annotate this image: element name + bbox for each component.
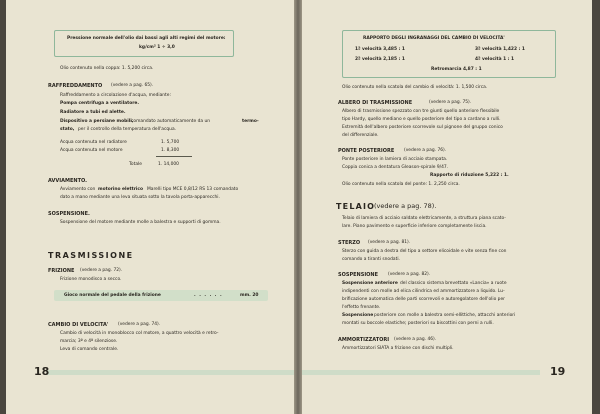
footer-band-right <box>302 370 540 375</box>
water-engine-label: Acqua contenuta nel motore <box>60 148 123 153</box>
susp-rear: Sospensione <box>342 313 374 318</box>
oil-capacity: Olio contenuto nella coppa: 1. 5,200 circa. <box>60 66 154 71</box>
steering-title: STERZO <box>338 240 361 246</box>
water-radiator-value: 1. 5,700 <box>161 140 180 145</box>
susp-ref: (vedere a pag. 82). <box>388 272 431 277</box>
steering-ref: (vedere a pag. 81). <box>368 240 411 245</box>
pedal-dots: . . . . . . <box>194 293 223 298</box>
sum-rule <box>156 156 192 157</box>
gear-ratio-box <box>342 30 556 78</box>
susp-line6: montati su boccole elastiche; posteriori su biscottini con perni a rulli. <box>342 321 494 326</box>
oil-pressure-value: kg/cm² 1 ÷ 3,0 <box>139 45 175 50</box>
gear-reverse: Retromarcia 4,87 : 1 <box>431 67 482 72</box>
water-total-label: Totale <box>129 162 142 167</box>
gear-3: 3ª velocità 1,422 : 1 <box>475 47 525 52</box>
gear-ratio-title: RAPPORTO DEGLI INGRANAGGI DEL CAMBIO DI VELOCITA' <box>363 36 505 41</box>
cooling-radiator: Radiatore a tubi ed alette. <box>60 110 126 115</box>
rear-axle-title: PONTE POSTERIORE <box>338 148 395 154</box>
gutter <box>294 0 302 414</box>
shaft-line1: Albero di trasmissione spezzato con tre giunti quello anteriore flessibile <box>342 109 500 114</box>
frame-line1: Telaio di lamiera di acciaio saldato elettricamente, a struttura piana scato- <box>342 216 506 221</box>
page-number-left: 18 <box>34 365 50 378</box>
right-page <box>302 0 592 414</box>
ignition-title: AVVIAMENTO. <box>48 178 88 184</box>
gear-2: 2ª velocità 2,185 : 1 <box>355 57 405 62</box>
gearbox-oil: Olio contenuto nella scatola del cambio di velocità: 1. 1,500 circa. <box>342 85 488 90</box>
steering-line2: comando a tiranti snodati. <box>342 257 400 262</box>
shocks-title: AMMORTIZZATORI <box>338 337 390 343</box>
page-number-right: 19 <box>550 365 566 378</box>
rear-axle-line2: Coppia conica a dentatura Gleason-spirale 9/47. <box>342 165 449 170</box>
susp-front: Sospensione anteriore <box>342 281 398 286</box>
pedal-value: mm. 20 <box>240 293 259 298</box>
shaft-line2: tipo Hardy, quello mediano e quello posteriore del tipo a cardano a rulli. <box>342 117 501 122</box>
frame-line2: lare. Piano pavimento e superficie inferiore completamente liscia. <box>342 224 487 229</box>
rear-axle-ref: (vedere a pag. 76). <box>404 148 447 153</box>
cooling-shutters-text: comandato automaticamente da un <box>131 119 211 124</box>
rear-axle-line1: Ponte posteriore in lamiera di acciaio stampata. <box>342 157 448 162</box>
gearbox-line3: Leva di comando centrale. <box>60 347 119 352</box>
shaft-title: ALBERO DI TRASMISSIONE <box>338 100 413 106</box>
water-engine-value: 1. 8,300 <box>161 148 180 153</box>
cooling-control: per il controllo della temperatura dell'acqua. <box>78 127 177 132</box>
clutch-ref: (vedere a pag. 72). <box>80 268 123 273</box>
susp-line3: brificazione automatica delle parti scorrevoli e autoregolatore dell'olio per <box>342 297 505 302</box>
left-page <box>6 0 294 414</box>
cooling-thermo: termo- <box>242 119 259 124</box>
water-radiator-label: Acqua contenuta nel radiatore <box>60 140 127 145</box>
susp-line4: l'effetto frenante. <box>342 305 381 310</box>
pedal-label: Gioco normale del pedale della frizione <box>64 293 161 298</box>
rear-axle-oil: Olio contenuto nella scatola del ponte: 1. 2,250 circa. <box>342 182 460 187</box>
shocks-ref: (vedere a pag. 46). <box>394 337 437 342</box>
suspension-title: SOSPENSIONE. <box>48 211 90 217</box>
ignition-text-a: Avviamento con <box>60 187 96 192</box>
susp-line2: indipendenti con molle ad elica cilindrica ed ammortizzatore a liquido. Lu- <box>342 289 505 294</box>
ignition-text-c: Marelli tipo MCE 0,8/12 RS 13 comandato <box>147 187 239 192</box>
shaft-line3: Estremità dell'albero posteriore scorrevole sul pignone del gruppo conico <box>342 125 503 130</box>
suspension-text: Sospensione del motore mediante molle a balestra e supporti di gomma. <box>60 220 221 225</box>
frame-title: TELAIO <box>336 202 376 211</box>
cooling-line: Raffreddamento a circolazione d'acqua, mediante: <box>60 93 171 98</box>
oil-pressure-box <box>54 30 234 57</box>
oil-pressure-text: Pressione normale dell'olio dai bassi agli alti regimi del motore: <box>67 36 226 41</box>
steering-line1: Sterzo con guida a destra del tipo a settore elicoidale e vite senza fine con <box>342 249 507 254</box>
footer-band-left <box>46 370 294 375</box>
susp-title: SOSPENSIONE <box>338 272 379 278</box>
cooling-pump: Pompa centrifuga a ventilatore. <box>60 101 140 106</box>
gear-1: 1ª velocità 3,485 : 1 <box>355 47 405 52</box>
gearbox-title: CAMBIO DI VELOCITA' <box>48 322 109 328</box>
ignition-line2: dato a mano mediante una leva situata sotto la tavola porta-apparecchi. <box>60 195 220 200</box>
ignition-motor: motorino elettrico <box>98 187 143 192</box>
shaft-line4: del differenziale. <box>342 133 379 138</box>
cooling-ref: (vedere a pag. 65). <box>111 83 154 88</box>
clutch-title: FRIZIONE <box>48 268 75 274</box>
water-total-value: 1. 14,000 <box>158 162 179 167</box>
rear-axle-ratio: Rapporto di riduzione 5,222 : 1. <box>430 173 509 178</box>
susp-line1: del classico sistema brevettato «Lancia» a ruote <box>400 281 507 286</box>
cooling-stato: stato, <box>60 127 75 132</box>
susp-line5: posteriore con molle a balestra semi-ellittiche, attacchi anteriori <box>374 313 516 318</box>
transmission-heading: TRASMISSIONE <box>48 251 134 260</box>
cooling-shutters: Dispositivo a persiane mobili, <box>60 119 134 124</box>
gearbox-ref: (vedere a pag. 74). <box>118 322 161 327</box>
gearbox-line1: Cambio di velocità in monoblocco col motore, a quattro velocità e retro- <box>60 331 219 336</box>
gearbox-line2: marcia; 3ª e 4ª silenziose. <box>60 339 118 344</box>
frame-ref: (vedere a pag. 78). <box>374 202 437 210</box>
shaft-ref: (vedere a pag. 75). <box>429 100 472 105</box>
pedal-band <box>54 290 268 301</box>
clutch-text: Frizione monodisco a secco. <box>60 277 122 282</box>
shocks-text: Ammortizzatori SIATA a frizione con dischi multipli. <box>342 346 454 351</box>
cooling-title: RAFFREDDAMENTO <box>48 83 103 89</box>
gear-4: 4ª velocità 1 : 1 <box>475 57 515 62</box>
